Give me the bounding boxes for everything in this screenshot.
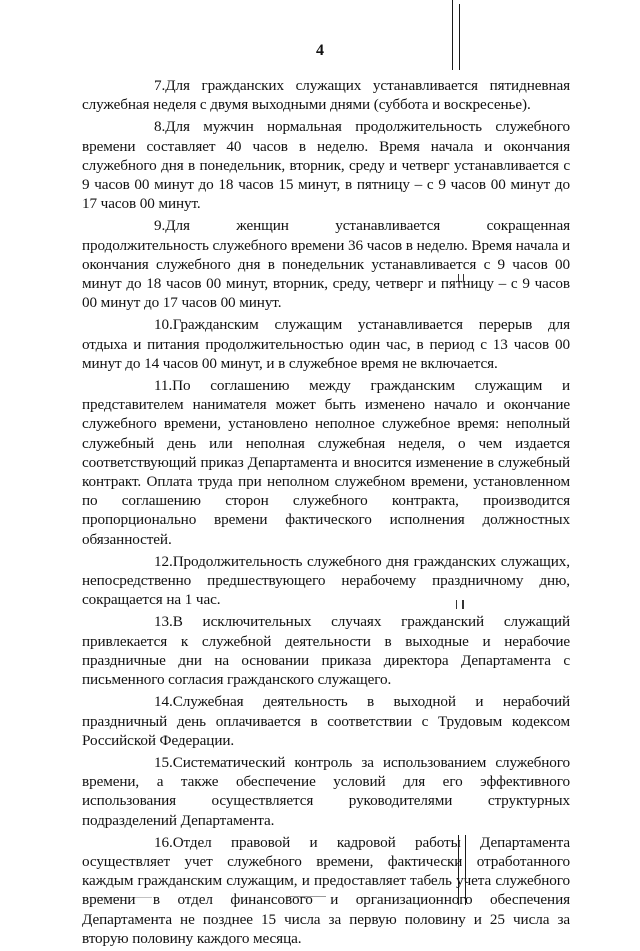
paragraph-number: 8. <box>154 118 166 136</box>
paragraph-8 <box>82 117 570 213</box>
paragraph-9 <box>82 216 570 312</box>
paragraph-13 <box>82 612 570 689</box>
paragraph-number: 11. <box>154 377 173 395</box>
paragraph-number: 13. <box>154 613 173 631</box>
paragraph-number: 7. <box>154 77 166 94</box>
paragraph-11 <box>82 376 570 549</box>
paragraph-text: Для гражданских служащих устанавливается пятидневная служебная неделя с двумя выходными днями (суббота и воскресенье). <box>82 77 570 114</box>
paragraph-number: 16. <box>154 833 173 851</box>
paragraph-text: Гражданским служащим устанавливается перерыв для отдыха и питания продолжительностью один час, в период с 13 часов 00 минут до 14 часов 00 минут, и в служебное время не включается. <box>82 316 570 372</box>
paragraph-text: Продолжительность служебного дня гражданских служащих, непосредственно предшествующего нерабочему праздничному дню, сокращается на 1 час. <box>82 552 570 609</box>
paragraph-16 <box>82 833 570 948</box>
paragraph-number: 14. <box>154 693 173 711</box>
page-number: 4 <box>316 42 324 59</box>
paragraph-10 <box>82 315 570 373</box>
paragraph-12 <box>82 552 570 610</box>
paragraph-text: Систематический контроль за использованием служебного времени, а также обеспечение условий для его эффективного использования осуществляется руководителями структурных подразделений Департамента. <box>82 753 570 829</box>
paragraph-text: В исключительных случаях гражданский служащий привлекается к служебной деятельности в выходные и нерабочие праздничные дни на основании приказа директора Департамента с письменного согласия гражданского служащего. <box>82 613 570 689</box>
paragraph-text: Служебная деятельность в выходной и нерабочий праздничный день оплачивается в соответствии с Трудовым кодексом Российской Федерации. <box>82 693 570 749</box>
paragraph-14 <box>82 692 570 750</box>
paragraph-15 <box>82 753 570 830</box>
document-body <box>82 76 570 951</box>
paragraph-number: 10. <box>154 316 173 334</box>
paragraph-7 <box>82 76 570 114</box>
paragraph-text: Для мужчин нормальная продолжительность служебного времени составляет 40 часов в неделю. Время начала и окончания служебного дня в понедельник, вторник, среду и четверг устанавливается с 9 часов 00 минут до 18 часов 15 минут, в пятницу – с 9 часов 00 минут до 17 часов 00 минут. <box>82 118 570 213</box>
paragraph-number: 15. <box>154 753 173 771</box>
paragraph-number: 9. <box>154 217 166 235</box>
scan-binding-line <box>459 4 460 70</box>
paragraph-text: Для женщин устанавливается сокращенная продолжительность служебного времени 36 часов в неделю. Время начала и окончания служебного дня в понедельник устанавливается с 9 часов 00 минут до 18 часов 00 минут, вторник, среду, четверг и пятницу – с 9 часов 00 минут до 17 часов 00 минут. <box>82 217 570 312</box>
paragraph-text: Отдел правовой и кадровой работы Департамента осуществляет учет служебного времени, фактически отработанного каждым гражданским служащим, и предоставляет табель учета служебного времени в отдел финансового и организационного обеспечения Департамента не позднее 15 числа за первую половину и 25 числа за вторую половину каждого месяца. <box>82 833 570 947</box>
paragraph-text: По соглашению между гражданским служащим и представителем нанимателя может быть изменено начало и окончание служебного времени, установлено неполное служебное время: неполный служебный день или неполная служебная неделя, о чем издается соответствующий приказ Департамента и вносится изменение в служебный контракт. Оплата труда при неполном служебном времени, установленном по соглашению сторон служебного контракта, производится пропорционально времени фактического исполнения должностных обязанностей. <box>82 377 570 548</box>
paragraph-number: 12. <box>154 552 173 570</box>
